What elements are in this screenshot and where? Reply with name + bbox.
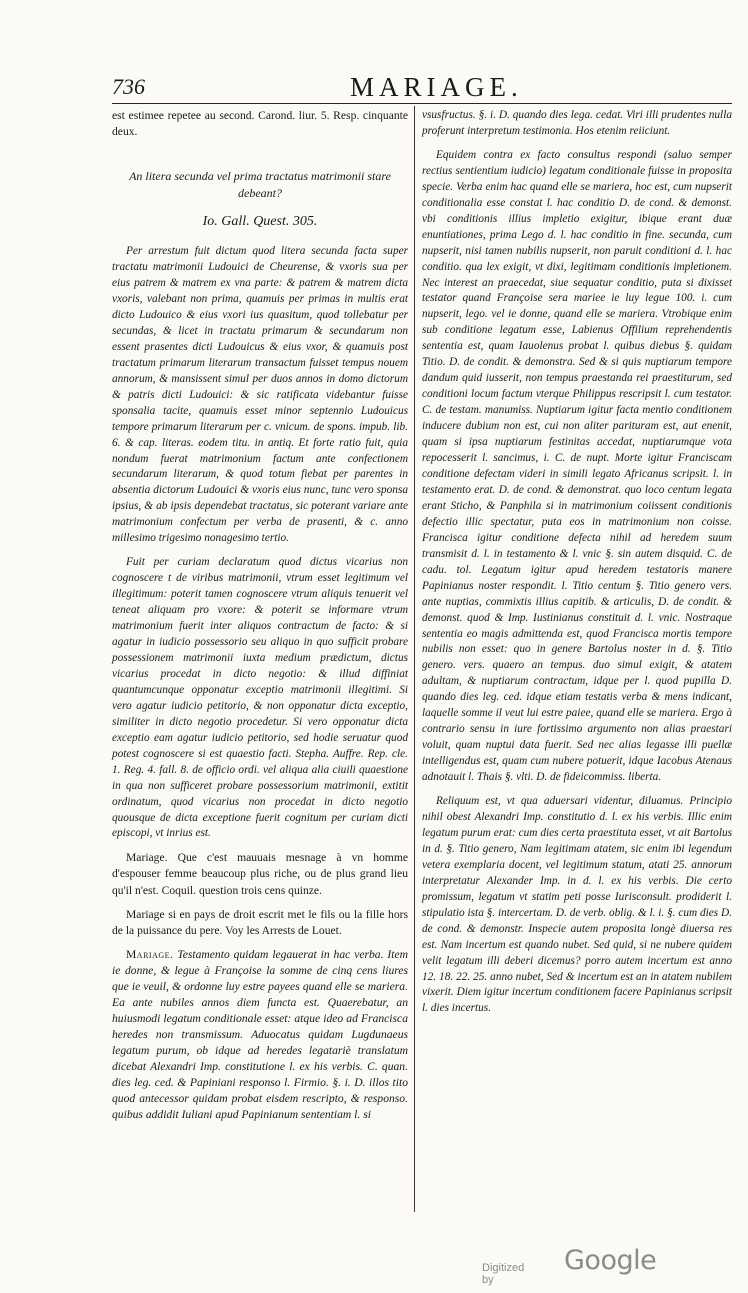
- left-paragraph-1: est estimee repetee au second. Carond. liur. 5. Resp. cinquante deux.: [112, 109, 408, 139]
- header-rule: [112, 103, 732, 104]
- right-paragraph-1: vsusfructus. §. i. D. quando dies lega. cedat. Viri illi prudentes nulla proferunt interpretum testimonia. Hos etenim reiiciunt.: [422, 109, 732, 137]
- left-paragraph-3: Fuit per curiam declaratum quod dictus vicarius non cognoscere t de viribus matrimonii, vtrum esset legitimum vel illegitimum: poterit tamen cognoscere vtrum aliquis tenuerit vel teneat aliquam pro vxore: & poterit se informare vtrum matrimonium fuerit inter aliquos contractum de facto: & si agatur in iudicio possessorio seu aliquo in quo sufficit probare possessionem matrimonii iuxta medium prædictum, dictus vicarius procedat in dicto negotio: & illud diffiniat quantumcunque opponatur exceptio matrimonii illegitimi. Si vero agatur iudicio petitorio, & non opponatur dicta exceptio, similiter in dicto negotio procedetur. Si vero opponatur dicta exceptio eam agatur iudicio petitorio, sed hodie seruatur quod potest cognoscere si est quaestio facti. Stepha. Auffre. Rep. cle. 1. Reg. 4. fall. 8. de officio ordi. vel aliqua alia ciuili quaestione in qua non sufficeret probare possessorium matrimonii, extitit ordinatum, quod vicarius non procedat in dicto negotio quousque de dicta exceptione fuerit cognitum per curiam dicti episcopi, vt inrius est.: [112, 556, 408, 840]
- entry-text: Testamento quidam legauerat in hac verba. Item ie donne, & legue à Françoise la somme de cinq cens liures que ie veuil, & ordonne luy estre payees quand elle se mariera. Ea ante nubiles annos diem functa est. Quaerebatur, an huiusmodi legatum conditionale esset: atque ideo ad Francisca heredes non transmissum. Aduocatus quidam Lugdunaeus legatum purum, ob idque ad heredes legatariè translatum dicebat Alexandri Imp. constitutione l. ex his verbis. C. quan. dies leg. ced. & Papiniani responso l. Firmio. §. i. D. illos tito quod antecessor quidam probat eisdem rescripto, & responso. quibus addidit Iuliani apud Papinianum sententiam l. si: [112, 947, 408, 1122]
- section-subheading: Io. Gall. Quest. 305.: [202, 214, 318, 230]
- left-paragraph-5: Mariage si en pays de droit escrit met le fils ou la fille hors de la puissance du pere. Voy les Arrests de Louet.: [112, 907, 408, 937]
- left-column: [112, 108, 408, 1123]
- left-paragraph-2: Per arrestum fuit dictum quod litera secunda facta super tractatu matrimonii Ludouici de Cheurense, & vxoris sua per eius patrem & matrem ex vna parte: & patrem & matrem dicta vxoris, valebant non prima, quamuis per primas in multis erat dicto Ludouico & eius vxori ius quasitum, quod tollebatur per secundas, & licet in tractatu primarum & secundarum non essent prasentes dicti Ludouicus & eius vxor, & quamuis post tractatum primarum literarum transactum fuisset tempus nouem annorum, & mansissent simul per duos annos in domo dictorum & patris dicti Ludouici: & sic ratificata videbantur fuisse sponsalia tacite, quamuis esset minor septennio Ludouicus tempore primarum literarum per c. vnicum. de spons. impub. lib. 6. & cap. literas. eodem titu. in antiq. Et forte ratio fuit, quia nondum fuerat matrimonium factum ante confectionem secundarum literarum, & quod totum fiebat per parentes in absentia dictorum Ludouici & vxoris eius nunc, tunc vero sponsa ipsius, & ab ipsis dependebat tractatus, sic poterant variare ante matrimonium confectum per verba de prasenti, & c. anno millesimo trigesimo nonagesimo tertio.: [112, 245, 408, 545]
- right-paragraph-3: Reliquum est, vt qua aduersari videntur, diluamus. Principio nihil obest Alexandri Imp. constitutio d. l. ex his verbis. Illic enim legatum purum erat: cum dies certa praestituta esset, vt ait Bartolus in d. §. Titio genero, Nam legitimam atatem, sic enim ibi legendum vetera exemplaria docent, vel legitimum statum, atati 25. annorum interpretatur Alexander Imp. in d. l. ex his verbis. Die certo promissum, legatum vt statim peti posse Iurisconsult. prodiderit l. stipulatio ista §. intercertam. D. de verb. oblig. & l. i. §. cum dies D. de cond. & demonstr. Inspecie autem proposita longè diuersa res est. Nam incertum est quando nubet. Sed quid, si ne nubere quidem velit legatum illi deberi dicemus? porro autem incertum est anno 12. 18. 22. 25. anno nubet, Sed & incertum est an in atatem nubilem vixerit. Diem igitur incertum conditionem facere Papinianus scripsit l. dies incertus.: [422, 795, 732, 1015]
- digitized-by-label: Digitized by: [482, 1262, 525, 1286]
- page-number: 736: [112, 74, 145, 99]
- running-head: MARIAGE.: [350, 72, 523, 102]
- google-logo: Google: [564, 1245, 657, 1276]
- entry-lead-word: Mariage.: [126, 947, 174, 961]
- section-heading: An litera secunda vel prima tractatus matrimonii stare debeant?: [129, 169, 391, 201]
- right-paragraph-2: Equidem contra ex facto consultus respondi (saluo semper rectius sentientium iudicio) legatum conditionale fuisse in proposita specie. Verba enim hac quand elle se mariera, hoc est, cum nupserit conditionalia esse constat l. hac conditio D. de cond. & demonst. vbi conditionis illius impletio exigitur, ibique erant duæ enuntiationes, prima Lego d. l. hac conditio in fine. secunda, cum nupserit, nisi tamen nubilis nupserit, non paruit conditioni d. l. hac conditio. qua lex exigit, vt dixi, legitimam conditionis impletionem. Nec interest an praecedat, siue sequatur conditio, puta si dixisset testator quand Françoise sera mariee ie luy legue 100. i. cum nupserit, lego. vel ie donne, quand elle se mariera. Vtrobique enim sub conditione legatum esse, Labienus Offilium reprehendentis sententia est, quam Iauolenus probat l. quibus diebus §. quidam Titio. D. de condit. & demonstra. Sed & si quis nuptiarum tempore dandum quid iusserit, non tempus praestanda rei praestiturum, sed conditioni locum factum vterque Philippus rescripsit l. cum testator. C. de testam. manumiss. Nuptiarum igitur facta mentio conditionem inducere dubium non est, cui non aliter parituram est, aut enenit, quam si ipsa nuptiarum festinitas accedat, nuptiarumque vota repocesserit l. sancimus, i. C. de nupt. Morte igitur Franciscam conditione defectam videri in simili legato Africanus scripsit. l. in testamento erat. D. de cond. & demonstrat. quo loco centum legata erant Sticho, & Panphila si in matrimonium coiissent conditionis defectio illic spectatur, puta eos in matrimonium non coisse. Francisca igitur conditione defecta nihil ad heredem suum transmisit d. l. in testamento & l. vnic §. sin autem disquid. C. de cadu. tol. Legatum igitur apud heredem testatoris manere Papinianus noster respondit. l. Titio centum §. Titio genero vers. ante nuptias, commixtis illius capitib. & articulis, D. de condit. & demonst. quod & Imp. Iustinianus constituit d. l. vnic. Nostraque sententia eo magis admittenda est, quod Francisca mortis tempore nubilis non esset: quo in genere Bartolus noster in d. §. Titio genero. vers. quaero an tempus. duo simul exigit, & atatem adultam, & nuptiarum contractum, idque per l. quod pupilla D. quando dies leg. ced. idque etiam testatis verba & mens indicant, laquelle somme il veut lui estre paiee, quand elle se mariera. Ergo à contrario sensu in iure fortissimo argumento non alias praestari voluit, quam nuptui data fuerit. Sed nec alias legasse illi puellæ intelligendus est, quam cum nubere potuerit, idque Iacobus Atenaus adnotauit l. Thais §. vlti. D. de fideicommiss. liberta.: [422, 148, 732, 784]
- left-paragraph-4: Mariage. Que c'est mauuais mesnage à vn homme d'espouser femme beaucoup plus riche, ou de plus grand lieu qu'il n'est. Coquil. question trois cens quinze.: [112, 851, 408, 897]
- column-divider: [414, 106, 415, 1212]
- right-column: [422, 108, 732, 1017]
- left-paragraph-6: [112, 947, 408, 1124]
